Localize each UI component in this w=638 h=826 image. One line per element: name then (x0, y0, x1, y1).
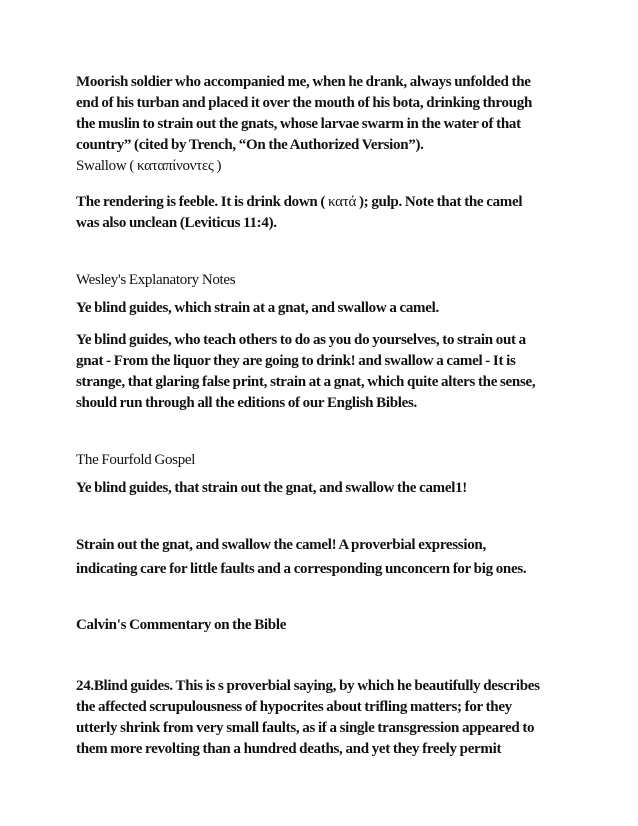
text-line: them more revolting than a hundred deaths, and yet they freely permit (76, 741, 502, 757)
swallow-paragraph (76, 192, 566, 234)
text-line: the muslin to strain out the gnats, whose larvae swarm in the water of that (76, 116, 521, 132)
greek-word: κατά (328, 194, 357, 210)
text-line: Strain out the gnat, and swallow the camel! A proverbial expression, (76, 537, 486, 553)
text-line: indicating care for little faults and a corresponding unconcern for big ones. (76, 561, 527, 577)
calvin-heading: Calvin's Commentary on the Bible (76, 617, 287, 633)
text-line: the affected scrupulousness of hypocrites about trifling matters; for they (76, 699, 512, 715)
text-line: Moorish soldier who accompanied me, when he drank, always unfolded the (76, 74, 531, 90)
text-line: Ye blind guides, who teach others to do as you do yourselves, to strain out a (76, 332, 526, 348)
fourfold-heading: The Fourfold Gospel (76, 452, 196, 468)
fourfold-paragraph (76, 535, 566, 580)
calvin-paragraph (76, 676, 566, 760)
fourfold-verse: Ye blind guides, that strain out the gnat, and swallow the camel1! (76, 480, 467, 496)
text-line: country” (cited by Trench, “On the Authorized Version”). (76, 137, 424, 153)
wesley-paragraph (76, 330, 566, 414)
text-line: strange, that glaring false print, strain at a gnat, which quite alters the sense, (76, 374, 536, 390)
greek-word: καταπίνοντες (137, 158, 214, 174)
text-line: was also unclean (Leviticus 11:4). (76, 215, 277, 231)
wesley-heading: Wesley's Explanatory Notes (76, 272, 236, 288)
text-line: should run through all the editions of our English Bibles. (76, 395, 417, 411)
text-line: gnat - From the liquor they are going to drink! and swallow a camel - It is (76, 353, 516, 369)
swallow-label: Swallow ( (76, 158, 137, 174)
trench-quote-paragraph (76, 72, 566, 156)
text-line: 24.Blind guides. This is s proverbial saying, by which he beautifully describes (76, 678, 540, 694)
swallow-heading (76, 156, 566, 177)
text-segment: The rendering is feeble. It is drink down ( (76, 194, 329, 210)
swallow-close: ) (213, 158, 222, 174)
text-line: utterly shrink from very small faults, as if a single transgression appeared to (76, 720, 535, 736)
wesley-verse: Ye blind guides, which strain at a gnat, and swallow a camel. (76, 300, 439, 316)
text-line: end of his turban and placed it over the mouth of his bota, drinking through (76, 95, 532, 111)
text-segment: ); gulp. Note that the camel (356, 194, 523, 210)
